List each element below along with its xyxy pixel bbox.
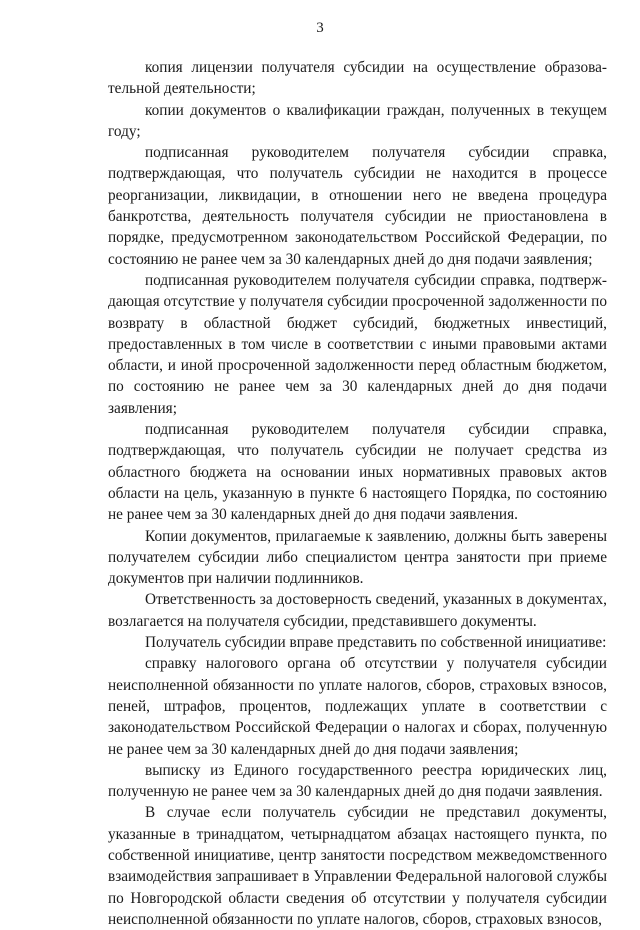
paragraph-reorganization-certificate: подписанная руководителем получателя субсидии справка, подтверждающая, что получатель субсидии не находится в процессе реорганизации, ликвидации, в отношении него не введена процедура банкротства, деятельность получателя субсидии не приостановлена в порядке, предусмотренном законодательством Российской Федерации, по состоянию не ранее чем за 30 календарных дней до дня подачи заявления; [108,144,607,268]
paragraph-license-copy: копия лицензии получателя субсидии на осуществление образова-тельной деятельности; [108,59,607,98]
page-number: 3 [316,20,324,36]
paragraph-debt-certificate: подписанная руководителем получателя субсидии справка, подтверж-дающая отсутствие у получателя субсидии просроченной задолженности по возврату в областной бюджет субсидий, бюджетных инвестиций, предоставленных в том числе в соответствии с иными правовыми актами области, и иной просроченной задолженности перед областным бюджетом, по состоянию не ранее чем за 30 календарных дней до дня подачи заявления; [108,271,607,417]
paragraph-own-initiative: Получатель субсидии вправе представить по собственной инициативе: [145,634,607,652]
paragraph-funding-certificate: подписанная руководителем получателя субсидии справка, подтверждающая, что получатель субсидии не получает средства из областного бюджета на основании иных нормативных правовых актов области на цель, указанную в пункте 6 настоящего Порядка, по состоянию не ранее чем за 30 календарных дней до дня подачи заявления. [108,421,607,524]
paragraph-registry-extract: выписку из Единого государственного реестра юридических лиц, полученную не ранее чем за 30 календарных дней до дня подачи заявления. [108,761,607,801]
document-body [108,57,607,930]
paragraph-qualification-docs: копии документов о квалификации граждан, полученных в текущем году; [108,101,607,140]
paragraph-copies-certification: Копии документов, прилагаемые к заявлению, должны быть заверены получателем субсидии либо специалистом центра занятости при приеме документов при наличии подлинников. [108,527,607,588]
paragraph-tax-certificate: справку налогового органа об отсутствии у получателя субсидии неисполненной обязанности по уплате налогов, сборов, страховых взносов, пеней, штрафов, процентов, подлежащих уплате в соответствии с законодательством Российской Федерации о налогах и сборах, полученную не ранее чем за 30 календарных дней до дня подачи заявления; [108,655,607,758]
paragraph-responsibility: Ответственность за достоверность сведений, указанных в документах, возлагается на получателя субсидии, представившего документы. [108,591,607,630]
paragraph-interagency-request: В случае если получатель субсидии не представил документы, указанные в тринадцатом, четырнадцатом абзацах настоящего пункта, по собственной инициативе, центр занятости посредством межведомственного взаимодействия запрашивает в Управлении Федеральной налоговой службы по Новгородской области сведения об отсутствии у получателя субсидии неисполненной обязанности по уплате налогов, сборов, страховых взносов, [108,804,607,928]
